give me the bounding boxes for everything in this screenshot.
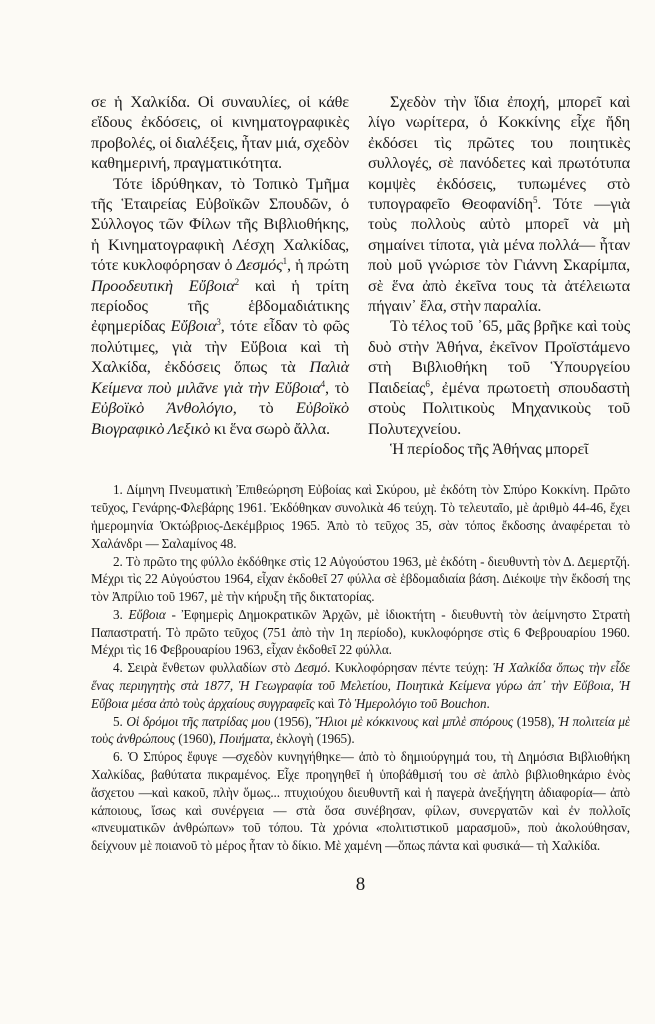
body-text bbox=[91, 92, 630, 459]
left-column bbox=[91, 92, 349, 439]
paragraph-text: Τὸ τέλος τοῦ ᾽65, μᾶς βρῆκε καὶ τοὺς δυὸ στὴν Ἀθήνα, ἐκεῖνον Προϊστάμενο στὴ Βιβλιοθήκη τοῦ Ὑπουργείου Παιδείας bbox=[368, 316, 630, 397]
page-number: 8 bbox=[355, 874, 366, 896]
footnote-text: - Ἐφημερὶς Δημοκρατικῶν Ἀρχῶν, μὲ ἰδιοκτήτη - διευθυντὴ τὸν ἀείμνηστο Στρατὴ Παπαστρατή. Τὸ πρῶτο τεῦχος (751 ἀπὸ τὴν 1η περίοδο), κυκλοφόρησε στὶς 6 Φεβρουαρίου 1960. Μέχρι τὶς 16 Φεβρουαρίου 1963, εἶχαν ἐκδοθεῖ 22 φύλλα. bbox=[91, 606, 631, 658]
italic-title: Ἡ Γεωγραφία τοῦ Μελετίου bbox=[238, 678, 388, 694]
italic-title: Εὔβοια bbox=[170, 316, 217, 336]
right-column bbox=[368, 92, 630, 459]
paragraph-text: καὶ ἡ τρίτη περίοδος τῆς ἑβδομαδιάτικης ἐφημερίδας bbox=[91, 275, 349, 336]
footnote-text: 1. Δίμηνη Πνευματικὴ Ἐπιθεώρηση Εὐβοίας καὶ Σκύρου, μὲ ἐκδότη τὸν Σπύρο Κοκκίνη. Πρῶτο τεῦχος, Γενάρης-Φλεβάρης 1961. Ἐκδόθηκαν συνολικὰ 46 τεύχη. Τὸ τελευταῖο, μὲ ἀριθμὸ 44-46, ἔχει ἡμερομηνία Ὀκτώβριος-Δεκέμβριος 1965. Ἀπὸ τὸ τεῦχος 35, σὰν τόπος ἔκδοσης ἀναφέρεται τὸ Χαλάνδρι — Σαλαμίνος 48. bbox=[91, 482, 630, 551]
italic-title: Προοδευτικὴ Εὔβοια bbox=[91, 275, 235, 295]
italic-title: Οἱ δρόμοι τῆς πατρίδας μου bbox=[126, 713, 271, 729]
paragraph-text: , τὸ bbox=[324, 377, 349, 397]
footnote-text: , ἐκλογὴ (1965). bbox=[269, 731, 355, 747]
italic-title: Παλιὰ Κείμενα ποὺ μιλᾶνε γιὰ τὴν Εὔβοια bbox=[91, 357, 349, 397]
footnotes bbox=[91, 481, 630, 855]
italic-title: Ἡ Εὔβοια μέσα ἀπὸ τοὺς ἀρχαίους συγγραφεῖς bbox=[91, 678, 630, 711]
footnote-1 bbox=[91, 481, 630, 552]
footnote-4 bbox=[91, 659, 630, 712]
paragraph-text: , τότε εἶδαν τὸ φῶς πολύτιμες, γιὰ τὴν Εὔβοια καὶ τὴ Χαλκίδα, ἐκδόσεις ὅπως τὰ bbox=[91, 316, 350, 377]
italic-title: Τὸ Ἡμερολόγιο τοῦ Bouchon bbox=[337, 695, 487, 711]
footnote-5 bbox=[91, 713, 630, 749]
paragraph-text: , ἐμένα πρωτοετὴ σπουδαστὴ στοὺς Πολιτικοὺς Μηχανικοὺς τοῦ Πολυτεχνείου. bbox=[368, 377, 630, 438]
italic-title: Εὔβοια bbox=[128, 606, 166, 622]
italic-title: Ἡ πολιτεία μὲ τοὺς ἀνθρώπους bbox=[91, 713, 631, 747]
paragraph bbox=[91, 174, 349, 439]
italic-title: Ποιήματα bbox=[219, 731, 270, 747]
footnote-text: (1958), bbox=[513, 713, 559, 729]
footnote-text: καὶ bbox=[314, 695, 338, 711]
footnote-text: 2. Τὸ πρῶτο της φύλλο ἐκδόθηκε στὶς 12 Αὐγούστου 1963, μὲ ἐκδότη - διευθυντὴ τὸν Δ. Δεμερτζή. Μέχρι τὶς 22 Αὐγούστου 1964, εἶχαν ἐκδοθεῖ 27 φύλλα σὲ ἑβδομαδιαία βάση. Διέκοψε τὴν ἔκδοσή της τὸν Ἀπρίλιο τοῦ 1967, μὲ τὴν κήρυξη τῆς δικτατορίας. bbox=[91, 553, 630, 605]
italic-title: Δεσμό bbox=[294, 660, 328, 676]
italic-title: Εὐβοϊκὸ Βιογραφικὸ Λεξικὸ bbox=[91, 398, 349, 438]
italic-title: Ἡ Χαλκίδα ὅπως τὴν εἶδε ἕνας περιηγητὴς στὰ 1877 bbox=[91, 660, 630, 694]
paragraph-text: Ἡ περίοδος τῆς Ἀθήνας μπορεῖ bbox=[390, 438, 589, 458]
italic-title: Ποιητικὰ Κείμενα γύρω ἀπ᾽ τὴν Εὔβοια bbox=[396, 678, 611, 694]
paragraph bbox=[368, 439, 630, 459]
paragraph-text: , τὸ bbox=[232, 398, 296, 418]
paragraph-text: σε ἡ Χαλκίδα. Οἱ συναυλίες, οἱ κάθε εἴδους ἐκδόσεις, οἱ κινηματογραφικὲς προβολές, οἱ διαλέξεις, ἦταν μιά, σχεδὸν καθημερινή, πραγματικότητα. bbox=[91, 92, 349, 173]
paragraph-text: , ἡ πρώτη bbox=[286, 255, 349, 275]
footnote-2 bbox=[91, 553, 630, 606]
paragraph-text: Τότε ἱδρύθηκαν, τὸ Τοπικὸ Τμῆμα τῆς Ἑταιρείας Εὐβοϊκῶν Σπουδῶν, ὁ Σύλλογος τῶν Φίλων τῆς Βιβλιοθήκης, ἡ Κινηματογραφικὴ Λέσχη Χαλκίδας, τότε κυκλοφόρησαν ὁ bbox=[91, 173, 349, 275]
footnote-text: (1956), bbox=[270, 713, 316, 729]
footnote-3 bbox=[91, 606, 630, 659]
footnote-text: , bbox=[610, 678, 620, 694]
footnote-number: 3. bbox=[113, 606, 129, 622]
paragraph-text: κι ἕνα σωρὸ ἄλλα. bbox=[210, 418, 330, 438]
paragraph bbox=[368, 316, 630, 438]
footnote-text: 6. Ὁ Σπύρος ἔφυγε —σχεδὸν κυνηγήθηκε— ἀπὸ τὸ δημιούργημά του, τὴ Δημόσια Βιβλιοθήκη Χαλκίδας, βαθύτατα πικραμένος. Εἶχε προηγηθεῖ ἡ ὑποβάθμισή του σὲ ἁπλὸ βιβλιοθηκάριο ἑνὸς ἄσχετου —καὶ κακοῦ, πλὴν ὅμως... πτυχιούχου διευθυντῆ καὶ ἡ παγερὰ ἀνεξήγητη ἀδιαφορία— ἀπὸ κάποιους, ἴσως καὶ συνέργεια — στὰ ὅσα συνέβησαν, φίλων, συνεργατῶν καὶ ἐν πολλοῖς «πνευματικῶν ἀνθρώπων» τοῦ τόπου. Τὰ χρόνια «πολιτιστικοῦ μαρασμοῦ», ποὺ ἀκολούθησαν, δείχνουν μὲ ποιανοῦ τὸ μέρος ἦταν τὸ δίκιο. Μὲ χαμένη —ὅπως πάντα καὶ φυσικά— τὴ Χαλκίδα. bbox=[91, 749, 630, 854]
footnote-ref[interactable]: 5 bbox=[532, 195, 538, 206]
footnote-text: (1960), bbox=[175, 731, 220, 747]
paragraph bbox=[368, 92, 630, 316]
footnote-text: . bbox=[486, 695, 490, 711]
footnote-6 bbox=[91, 748, 630, 855]
italic-title: Ἥλιοι μὲ κόκκινους καὶ μπλὲ σπόρους bbox=[315, 713, 514, 729]
footnote-text: 4. Σειρὰ ἔνθετων φυλλαδίων στὸ bbox=[113, 660, 295, 676]
paragraph-text: Σχεδὸν τὴν ἴδια ἐποχή, μπορεῖ καὶ λίγο νωρίτερα, ὁ Κοκκίνης εἶχε ἤδη ἐκδόσει τὶς πρῶτες του ποιητικὲς συλλογές, σὲ πανόδετες καὶ πρωτότυπα κομψὲς ἐκδόσεις, τυπωμένες στὸ τυπογραφεῖο Θεοφανίδη bbox=[368, 92, 630, 214]
footnote-text: , bbox=[229, 678, 239, 694]
footnote-ref[interactable]: 1 bbox=[282, 256, 287, 267]
footnote-text: . Κυκλοφόρησαν πέντε τεύχη: bbox=[327, 660, 494, 676]
paragraph-text: . Τότε —γιὰ τοὺς πολλοὺς αὐτὸ μπορεῖ νὰ μὴ σημαίνει τίποτα, γιὰ μένα πολλά— ἦταν ποὺ μοῦ γνώρισε τὸν Γιάννη Σκαρίμπα, σὲ ἕνα ἀπὸ ἐκεῖνα τους τὰ ἀτέλειωτα πήγαιν᾽ ἔλα, στὴν παραλία. bbox=[368, 194, 630, 316]
italic-title: Εὐβοϊκὸ Ἀνθολόγιο bbox=[91, 398, 233, 418]
footnote-text: 5. bbox=[113, 713, 127, 729]
footnote-ref[interactable]: 3 bbox=[216, 317, 221, 328]
paragraph bbox=[91, 92, 349, 174]
footnote-ref[interactable]: 2 bbox=[234, 276, 240, 287]
footnote-ref[interactable]: 6 bbox=[425, 378, 430, 389]
footnote-ref[interactable]: 4 bbox=[320, 378, 325, 389]
italic-title: Δεσμός bbox=[236, 255, 283, 275]
footnote-text: , bbox=[387, 678, 397, 694]
